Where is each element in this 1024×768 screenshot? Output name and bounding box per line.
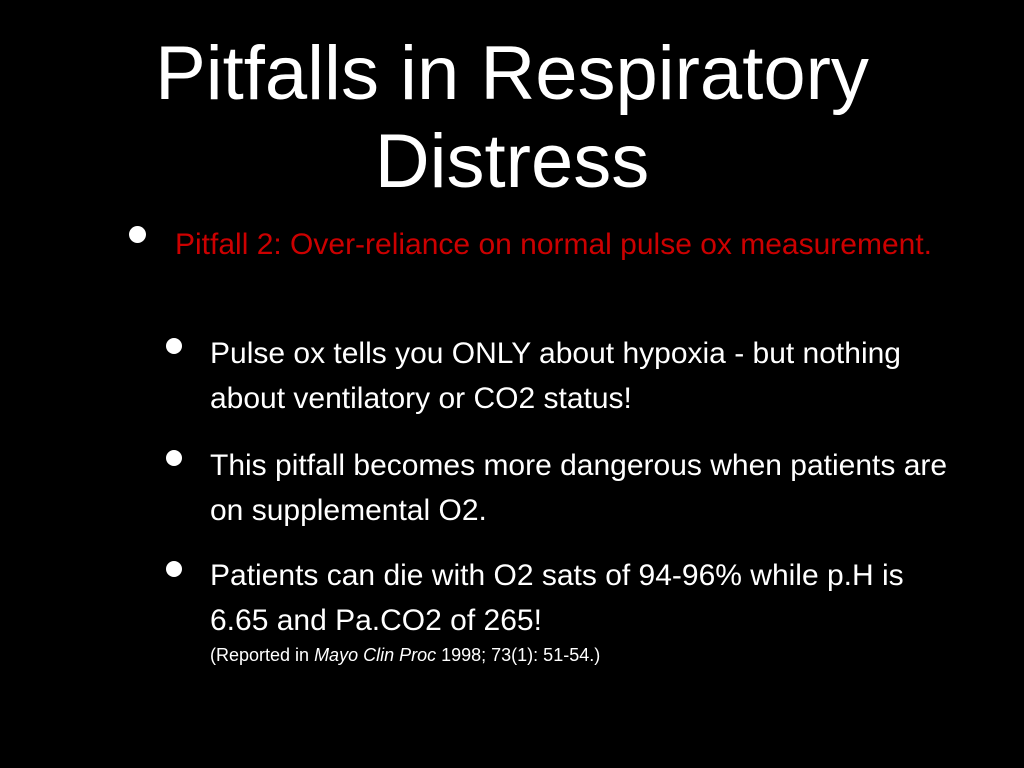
- bullet-icon: [166, 561, 182, 577]
- title-line-1: Pitfalls in Respiratory: [155, 31, 869, 116]
- sub-bullet-text: Pulse ox tells you ONLY about hypoxia - but nothing about ventilatory or CO2 status!: [210, 337, 901, 415]
- citation-journal: Mayo Clin Proc: [314, 645, 437, 665]
- bullet-icon: [129, 226, 146, 243]
- bullet-icon: [166, 338, 182, 354]
- citation-suffix: 1998; 73(1): 51-54.): [436, 645, 601, 665]
- title-line-2: Distress: [374, 119, 650, 204]
- main-bullet-text: Pitfall 2: Over-reliance on normal pulse ox measurement.: [175, 228, 933, 261]
- sub-bullet-text: This pitfall becomes more dangerous when patients are on supplemental O2.: [210, 449, 948, 527]
- bullet-icon: [166, 450, 182, 466]
- citation-prefix: (Reported in: [210, 645, 315, 665]
- slide-title: [62, 30, 962, 206]
- sub-bullet-text: Patients can die with O2 sats of 94-96% while p.H is 6.65 and Pa.CO2 of 265!: [210, 559, 904, 637]
- citation: [210, 642, 970, 668]
